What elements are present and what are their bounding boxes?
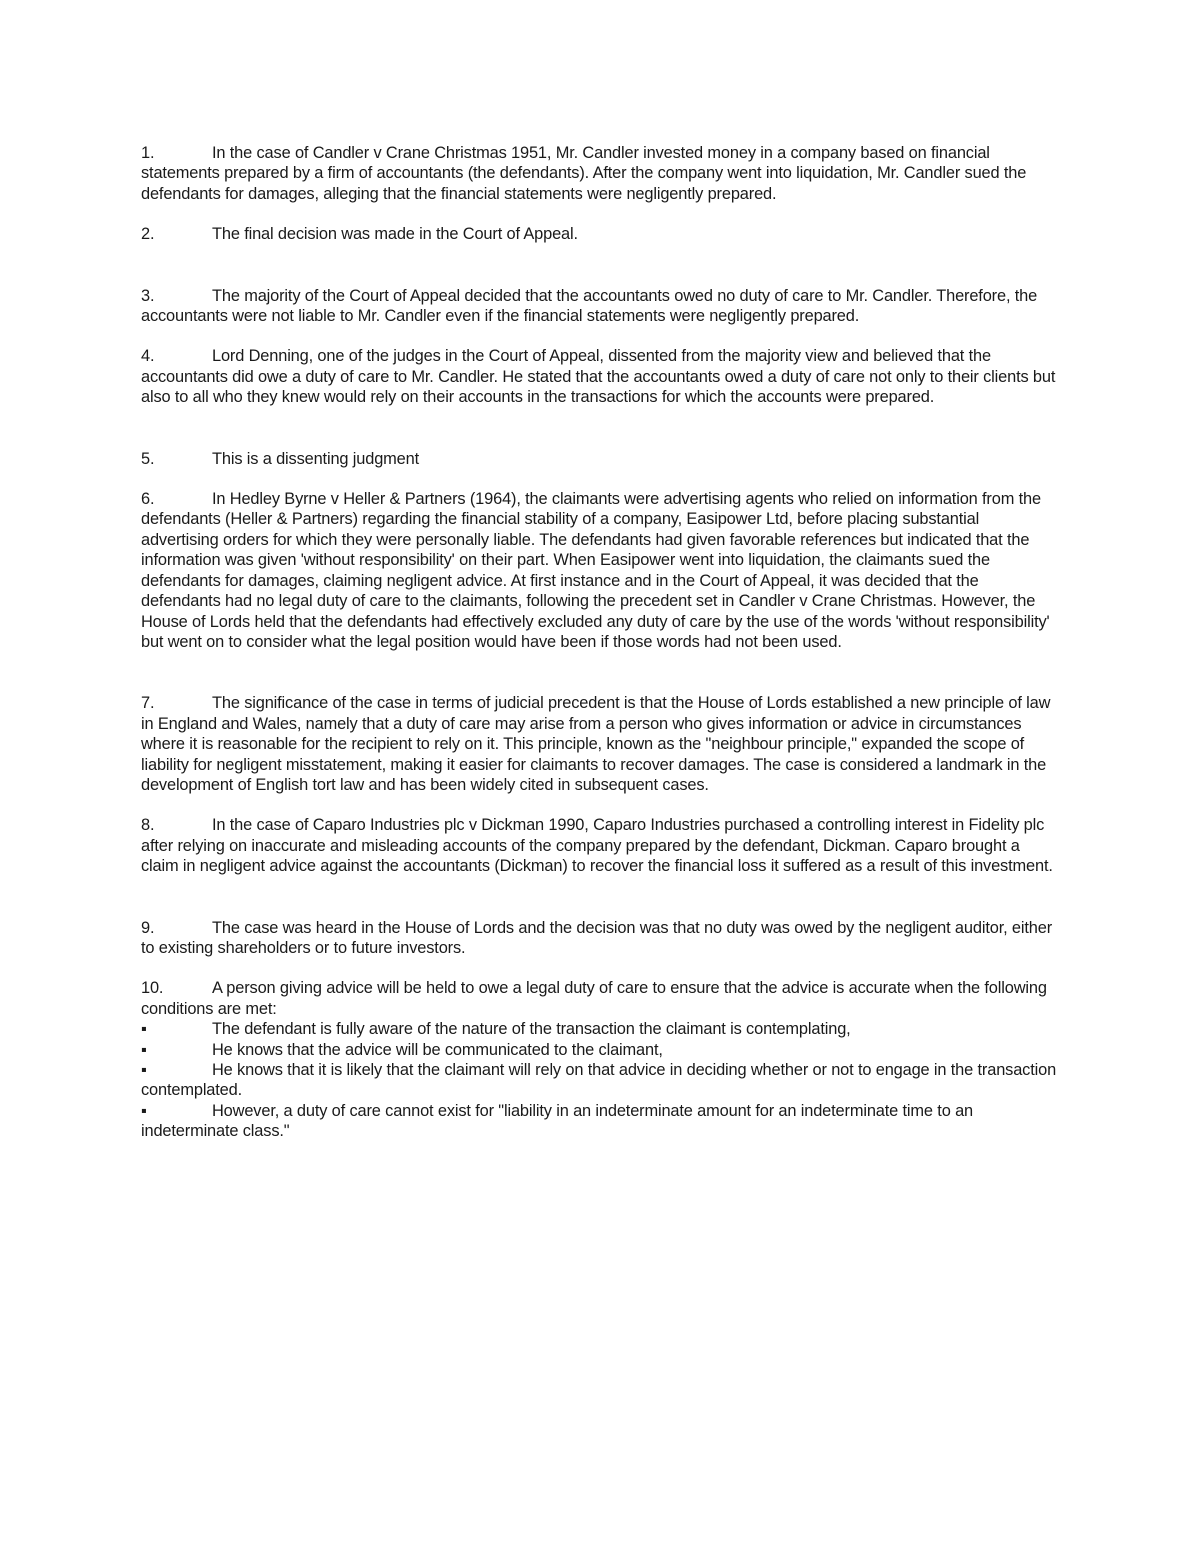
bullet-icon: ▪ [141,1020,147,1039]
bullet-text: He knows that the advice will be communicated to the claimant, [212,1040,663,1059]
paragraph-number: 4. [141,347,155,366]
paragraph-text: The significance of the case in terms of judicial precedent is that the House of Lords established a new principle of law in England and Wales, namely that a duty of care may arise from a person who gives information or advice in circumstances where it is reasonable for the recipient to rely on it. This principle, known as the "neighbour principle," expanded the scope of liability for negligent misstatement, making it easier for claimants to recover damages. The case is considered a landmark in the development of English tort law and has been widely cited in subsequent cases. [141,694,1051,794]
paragraph-text: Lord Denning, one of the judges in the Court of Appeal, dissented from the majority view and believed that the accountants did owe a duty of care to Mr. Candler. He stated that the accountants owed a duty of care not only to their clients but also to all who they knew would rely on their accounts in the transactions for which the accounts were prepared. [141,347,1056,407]
bullet-text: However, a duty of care cannot exist for "liability in an indeterminate amount for an indeterminate time to an indeterminate class." [141,1101,973,1141]
paragraph-text: The majority of the Court of Appeal decided that the accountants owed no duty of care to Mr. Candler. Therefore, the accountants were not liable to Mr. Candler even if the financial statements were negligently prepared. [141,286,1038,326]
bullet-item [141,1019,1061,1039]
paragraph-text: In Hedley Byrne v Heller & Partners (1964), the claimants were advertising agents who relied on information from the defendants (Heller & Partners) regarding the financial stability of a company, Easipower Ltd, before placing substantial advertising orders for which they were personally liable. The defendants had given favorable references but indicated that the information was given 'without responsibility' on their part. When Easipower went into liquidation, the claimants sued the defendants for damages, claiming negligent advice. At first instance and in the Court of Appeal, it was decided that the defendants had no legal duty of care to the claimants, following the precedent set in Candler v Crane Christmas. However, the House of Lords held that the defendants had effectively excluded any duty of care by the use of the words 'without responsibility' but went on to consider what the legal position would have been if those words had not been used. [141,490,1050,651]
paragraph-text: In the case of Caparo Industries plc v Dickman 1990, Caparo Industries purchased a controlling interest in Fidelity plc after relying on inaccurate and misleading accounts of the company prepared by the defendant, Dickman. Caparo brought a claim in negligent advice against the accountants (Dickman) to recover the financial loss it suffered as a result of this investment. [141,816,1053,876]
paragraph-1 [141,143,1061,204]
paragraph-number: 7. [141,694,155,713]
bullet-text: He knows that it is likely that the claimant will rely on that advice in deciding whether or not to engage in the transaction contemplated. [141,1061,1057,1100]
bullet-item [141,1060,1061,1101]
paragraph-text: In the case of Candler v Crane Christmas 1951, Mr. Candler invested money in a company based on financial statements prepared by a firm of accountants (the defendants). After the company went into liquidation, Mr. Candler sued the defendants for damages, alleging that the financial statements were negligently prepared. [141,144,1027,203]
bullet-icon: ▪ [141,1061,147,1079]
paragraph-number: 8. [141,816,155,835]
bullet-item [141,1101,1061,1142]
paragraph-number: 10. [141,979,164,998]
paragraph-text: This is a dissenting judgment [212,449,420,468]
paragraph-text: The final decision was made in the Court of Appeal. [212,225,578,244]
paragraph-4 [141,346,1061,407]
paragraph-number: 1. [141,144,155,162]
document-body [141,143,1061,1142]
bullet-item [141,1040,1061,1060]
paragraph-6 [141,489,1061,652]
paragraph-number: 3. [141,286,155,305]
paragraph-5 [141,449,1061,469]
paragraph-3 [141,286,1061,327]
paragraph-number: 6. [141,490,155,509]
paragraph-text: A person giving advice will be held to owe a legal duty of care to ensure that the advice is accurate when the following conditions are met: [141,979,1047,1018]
paragraph-2 [141,224,1061,244]
bullet-text: The defendant is fully aware of the nature of the transaction the claimant is contemplating, [212,1020,851,1039]
paragraph-7 [141,693,1061,795]
paragraph-text: The case was heard in the House of Lords and the decision was that no duty was owed by the negligent auditor, either to existing shareholders or to future investors. [141,918,1053,957]
bullet-icon: ▪ [141,1101,147,1120]
paragraph-number: 9. [141,918,155,937]
paragraph-number: 5. [141,449,155,468]
paragraph-10 [141,978,1061,1019]
bullet-icon: ▪ [141,1040,147,1059]
paragraph-9 [141,918,1061,959]
paragraph-number: 2. [141,225,155,244]
paragraph-8 [141,815,1061,876]
